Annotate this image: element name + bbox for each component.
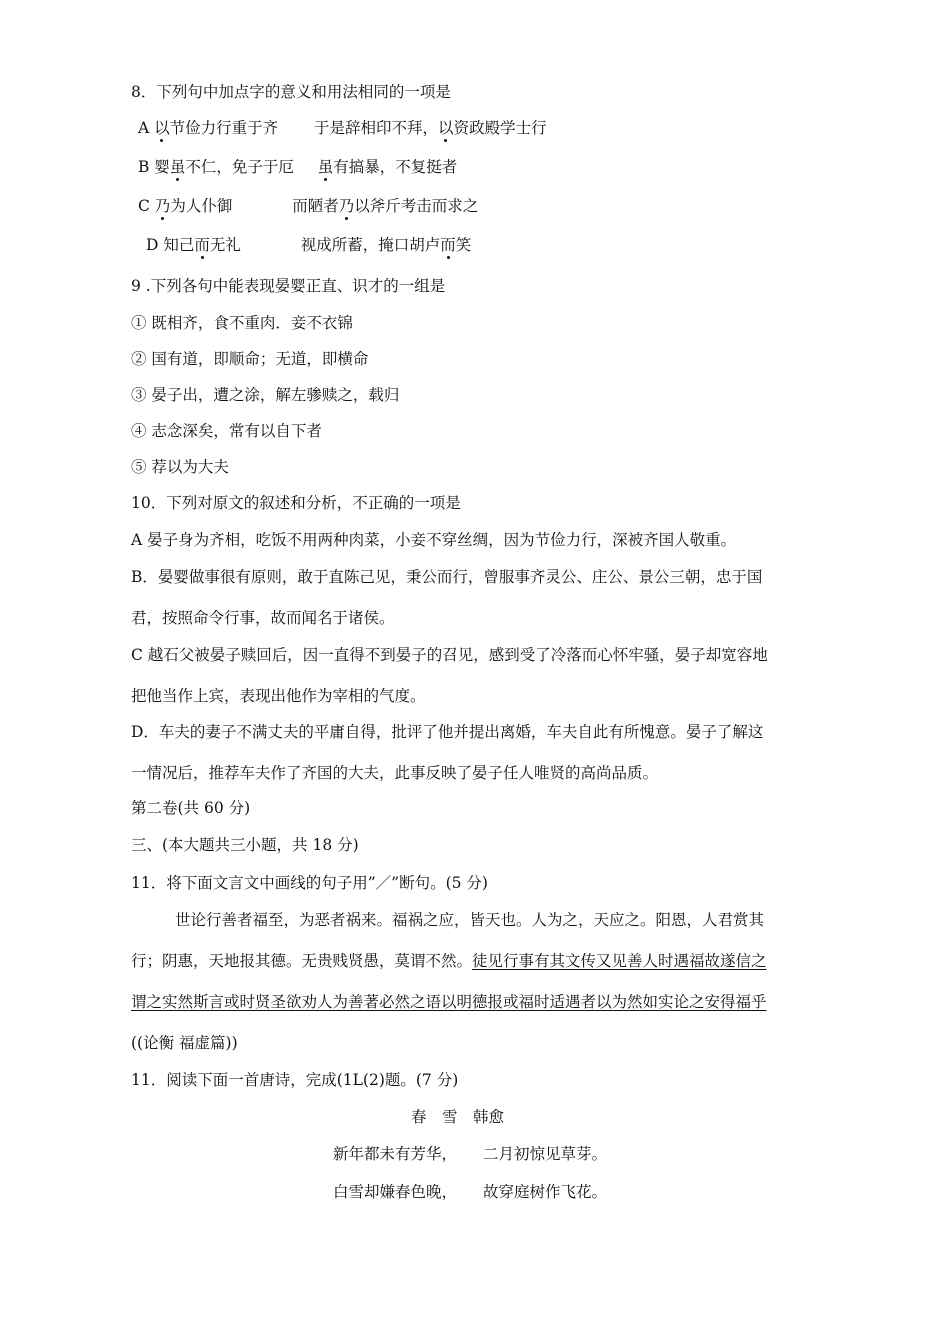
option-c-part2: 而陋者乃以斧斤考击而求之 [292,197,479,215]
q10-option-b-line1: B．晏婴做事很有原则，敢于直陈己见，秉公而行，曾服事齐灵公、庄公、景公三朝，忠于国 [131,568,763,586]
passage-plain-text: 行；阴惠，天地报其德。无贵贱贤愚，莫谓不然。 [131,952,473,970]
q9-item-5: ⑤ 荐以为大夫 [131,458,229,476]
passage-source: ((论衡 福虚篇)) [131,1034,238,1052]
q8-option-a [138,118,547,138]
question-8-stem: 8．下列句中加点字的意义和用法相同的一项是 [131,83,451,101]
q8-option-c [138,196,478,216]
option-d-part1: D 知己而无礼 [146,236,241,254]
poem-title: 春 雪 韩愈 [411,1108,505,1126]
q10-option-a: A 晏子身为齐相，吃饭不用两种肉菜，小妾不穿丝绸，因为节俭力行，深被齐国人敬重。 [131,531,737,549]
poem-line-1: 新年都未有芳华， 二月初惊见草芽。 [333,1145,608,1163]
question-11-poem-stem: 11．阅读下面一首唐诗，完成(1L(2)题。(7 分) [131,1071,459,1089]
q10-option-d-line1: D．车夫的妻子不满丈夫的平庸自得，批评了他并提出离婚，车夫自此有所愧意。晏子了解这 [131,723,764,741]
q9-item-3: ③ 晏子出，遭之涂，解左骖赎之，载归 [131,386,400,404]
q8-option-d [146,235,471,255]
section-3-heading: 三、(本大题共三小题，共 18 分) [131,836,359,854]
option-b-part1: B 婴虽不仁，免子于厄 [138,158,294,176]
option-c-part1: C 乃为人仆御 [138,197,233,215]
question-9-stem: 9 .下列各句中能表现晏婴正直、识才的一组是 [131,277,446,295]
poem-line-2: 白雪却嫌春色晚， 故穿庭树作飞花。 [333,1183,608,1201]
passage-line-3-underlined: 谓之实然斯言或时贤圣欲劝人为善著必然之语以明德报或福时适遇者以为然如实论之安得福乎 [131,993,767,1011]
q8-option-b [138,157,457,177]
q9-item-4: ④ 志念深矣，常有以自下者 [131,422,322,440]
option-b-part2: 虽有搞暴，不复挺者 [317,158,458,176]
option-a-part1: A 以节俭力行重于齐 [138,119,279,137]
q9-item-1: ① 既相齐，食不重肉．妾不衣锦 [131,314,353,332]
passage-line-2 [131,951,767,971]
q10-option-c-line1: C 越石父被晏子赎回后，因一直得不到晏子的召见，感到受了冷落而心怀牢骚，晏子却宽容地 [131,646,768,664]
question-11-stem: 11．将下面文言文中画线的句子用”／”断句。(5 分) [131,874,488,892]
underlined-sentence: 徒见行事有其文传又见善人时遇福故遂信之 [472,952,767,970]
part-2-heading: 第二卷(共 60 分) [131,799,251,817]
q10-option-b-line2: 君，按照命令行事，故而闻名于诸侯。 [131,609,395,627]
q9-item-2: ② 国有道，即顺命；无道，即横命 [131,350,369,368]
option-a-part2: 于是辞相印不拜，以资政殿学士行 [314,119,547,137]
q10-option-d-line2: 一情况后，推荐车夫作了齐国的大夫，此事反映了晏子任人唯贤的高尚品质。 [131,764,659,782]
question-10-stem: 10．下列对原文的叙述和分析，不正确的一项是 [131,494,461,512]
option-d-part2: 视成所蓄，掩口胡卢而笑 [300,236,472,254]
passage-line-1: 世论行善者福至，为恶者祸来。福祸之应，皆天也。人为之，天应之。阳恩，人君赏其 [175,911,765,929]
q10-option-c-line2: 把他当作上宾，表现出他作为宰相的气度。 [131,687,426,705]
